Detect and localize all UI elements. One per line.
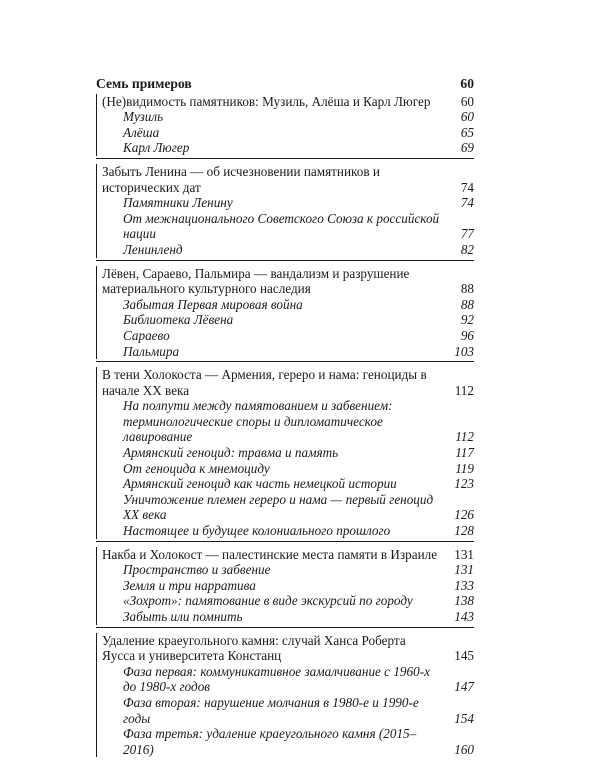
toc-section-page: 74 bbox=[460, 179, 474, 195]
toc-subsection-page: 123 bbox=[454, 476, 474, 492]
toc-subsection-page: 77 bbox=[460, 226, 474, 242]
toc-section-entry[interactable] bbox=[97, 633, 474, 664]
toc-subsection-title: На полпути между памятованием и забвением: терминологические споры и дипломатическое лавирование bbox=[123, 398, 393, 445]
toc-sections bbox=[96, 94, 474, 760]
toc-subsection-entry[interactable] bbox=[97, 476, 474, 492]
toc-section-title: В тени Холокоста — Армения, герeро и нама: геноциды в начале XX века bbox=[102, 367, 427, 398]
toc-subsection-title: Памятники Ленину bbox=[123, 195, 233, 211]
toc-subsection-entry[interactable] bbox=[97, 328, 474, 344]
toc-section-body bbox=[96, 94, 474, 156]
toc-heading-title: Семь примеров bbox=[96, 76, 192, 91]
toc-subsection-entry[interactable] bbox=[97, 523, 474, 539]
toc-subsection-page: 60 bbox=[460, 109, 474, 125]
toc-subsection-entry[interactable] bbox=[97, 242, 474, 258]
toc-section-page: 131 bbox=[454, 546, 474, 562]
toc-subsection-entry[interactable] bbox=[97, 109, 474, 125]
toc-subsection-entry[interactable] bbox=[97, 578, 474, 594]
toc-subsection-title: Настоящее и будущее колониального прошлого bbox=[123, 523, 391, 539]
toc-subsection-title: От межнационального Советского Союза к российской нации bbox=[123, 210, 440, 242]
toc-section bbox=[96, 164, 474, 261]
toc-section-page: 60 bbox=[460, 93, 474, 109]
toc-subsection-title: Ленинленд bbox=[123, 241, 183, 257]
toc-subsection-page: 92 bbox=[460, 312, 474, 328]
toc-subsection-page: 131 bbox=[454, 562, 474, 578]
toc-subsection-entry[interactable] bbox=[97, 125, 474, 141]
toc-subsection-entry[interactable] bbox=[97, 461, 474, 477]
toc-subsection-page: 126 bbox=[454, 507, 474, 523]
toc-subsection-page: 138 bbox=[454, 593, 474, 609]
toc-subsection-entry[interactable] bbox=[97, 609, 474, 625]
toc-subsection-page: 112 bbox=[455, 429, 474, 445]
toc-section-body bbox=[96, 266, 474, 360]
toc-section-title: Удаление краеугольного камня: случай Ханса Роберта Яусса и университета Констанц bbox=[102, 632, 406, 664]
toc-section-title: Забыть Ленина — об исчезновении памятников и исторических дат bbox=[102, 163, 380, 195]
toc-section-title: (Не)видимость памятников: Музиль, Алёша и Карл Люгер bbox=[102, 93, 431, 109]
toc-subsection-title: Армянский геноцид как часть немецкой истории bbox=[123, 476, 397, 492]
toc-section bbox=[96, 266, 474, 363]
toc-section bbox=[96, 94, 474, 159]
toc-section-body bbox=[96, 633, 474, 758]
toc-subsection-entry[interactable] bbox=[97, 312, 474, 328]
table-of-contents bbox=[96, 76, 474, 764]
toc-subsection-page: 65 bbox=[460, 124, 474, 140]
toc-subsection-title: Армянский геноцид: травма и память bbox=[123, 445, 339, 461]
toc-subsection-page: 103 bbox=[454, 343, 474, 359]
toc-section-body bbox=[96, 547, 474, 625]
toc-section-entry[interactable] bbox=[97, 94, 474, 110]
toc-subsection-entry[interactable] bbox=[97, 297, 474, 313]
toc-heading bbox=[96, 76, 474, 92]
toc-subsection-page: 88 bbox=[460, 296, 474, 312]
toc-subsection-page: 143 bbox=[454, 609, 474, 624]
toc-section bbox=[96, 547, 474, 628]
toc-subsection-page: 128 bbox=[454, 523, 474, 539]
toc-subsection-entry[interactable] bbox=[97, 726, 474, 757]
toc-subsection-entry[interactable] bbox=[97, 492, 474, 523]
toc-section-body bbox=[96, 367, 474, 539]
toc-subsection-title: Библиотека Лёвена bbox=[123, 312, 234, 328]
toc-subsection-page: 69 bbox=[460, 140, 474, 156]
toc-subsection-entry[interactable] bbox=[97, 664, 474, 695]
toc-subsection-title: От геноцида к мнемоциду bbox=[123, 460, 270, 476]
toc-subsection-page: 117 bbox=[455, 445, 474, 461]
toc-section-entry[interactable] bbox=[97, 164, 474, 195]
toc-subsection-title: Уничтожение племен гереро и нама — первый геноцид XX века bbox=[123, 491, 434, 523]
toc-subsection-entry[interactable] bbox=[97, 695, 474, 726]
toc-subsection-entry[interactable] bbox=[97, 593, 474, 609]
toc-subsection-entry[interactable] bbox=[97, 445, 474, 461]
toc-subsection-page: 147 bbox=[454, 679, 474, 695]
toc-subsection-title: Карл Люгер bbox=[123, 140, 190, 156]
toc-subsection-title: Пальмира bbox=[123, 343, 180, 359]
toc-subsection-page: 160 bbox=[454, 741, 474, 757]
toc-subsection-page: 96 bbox=[460, 327, 474, 343]
toc-section-title: Накба и Холокост — палестинские места памяти в Израиле bbox=[102, 546, 438, 562]
toc-subsection-entry[interactable] bbox=[97, 344, 474, 360]
toc-subsection-entry[interactable] bbox=[97, 398, 474, 445]
toc-subsection-title: Фаза третья: удаление краеугольного камня (2015–2016) bbox=[123, 726, 417, 757]
toc-subsection-title: Пространство и забвение bbox=[123, 562, 271, 578]
toc-section bbox=[96, 633, 474, 760]
toc-subsection-title: «Зохрот»: памятование в виде экскурсий по городу bbox=[123, 593, 413, 609]
toc-subsection-entry[interactable] bbox=[97, 140, 474, 156]
toc-section-entry[interactable] bbox=[97, 547, 474, 563]
toc-subsection-title: Фаза первая: коммуникативное замалчивание с 1960-х до 1980-х годов bbox=[123, 663, 430, 695]
toc-subsection-entry[interactable] bbox=[97, 562, 474, 578]
toc-subsection-page: 82 bbox=[460, 241, 474, 257]
toc-section-page: 112 bbox=[454, 382, 474, 398]
toc-subsection-page: 133 bbox=[454, 577, 474, 593]
toc-section-body bbox=[96, 164, 474, 258]
toc-heading-page: 60 bbox=[460, 76, 474, 91]
toc-section-title: Лёвен, Сараево, Пальмира — вандализм и разрушение материального культурного наследия bbox=[102, 265, 410, 297]
toc-subsection-title: Фаза вторая: нарушение молчания в 1980-е и 1990-е годы bbox=[123, 694, 419, 726]
toc-subsection-page: 119 bbox=[455, 460, 474, 476]
toc-subsection-entry[interactable] bbox=[97, 195, 474, 211]
toc-section-page: 145 bbox=[454, 648, 474, 664]
toc-subsection-page: 74 bbox=[460, 195, 474, 211]
toc-subsection-title: Алёша bbox=[123, 124, 160, 140]
toc-subsection-page: 154 bbox=[454, 710, 474, 726]
toc-subsection-title: Забытая Первая мировая война bbox=[123, 296, 303, 312]
toc-section-page: 88 bbox=[460, 281, 474, 297]
toc-subsection-entry[interactable] bbox=[97, 211, 474, 242]
toc-section bbox=[96, 367, 474, 542]
toc-section-entry[interactable] bbox=[97, 266, 474, 297]
toc-subsection-title: Сараево bbox=[123, 327, 170, 343]
toc-subsection-title: Забыть или помнить bbox=[123, 609, 243, 624]
toc-section-entry[interactable] bbox=[97, 367, 474, 398]
toc-subsection-title: Земля и три нарратива bbox=[123, 577, 256, 593]
toc-subsection-title: Музиль bbox=[123, 109, 164, 125]
